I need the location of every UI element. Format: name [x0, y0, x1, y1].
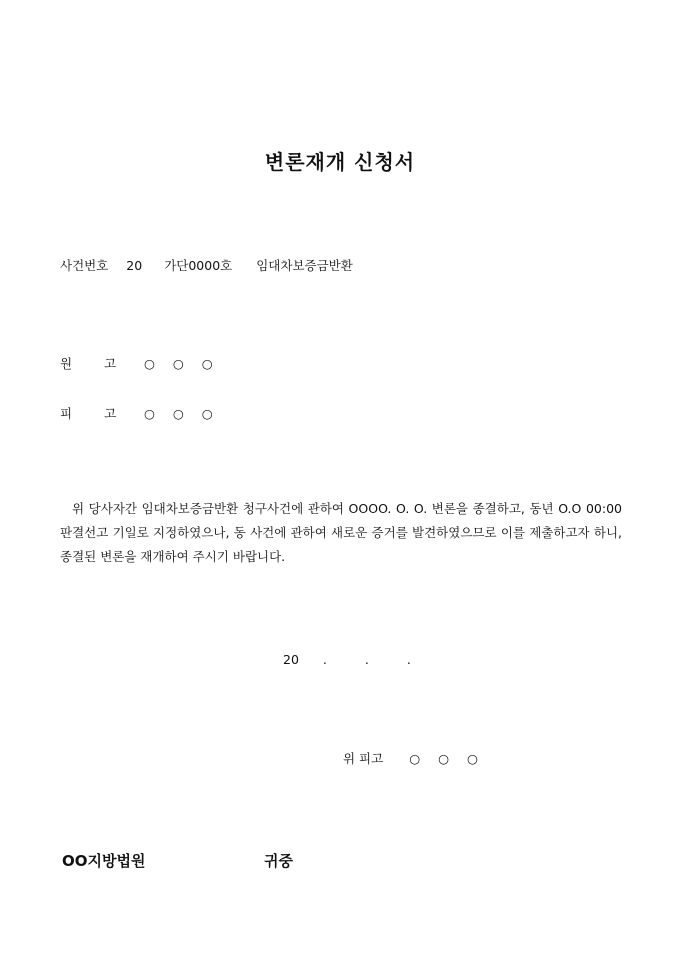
case-info	[60, 256, 353, 274]
case-number-label: 사건번호	[60, 258, 109, 273]
date-day-dot: .	[364, 652, 369, 667]
document-title: 변론재개 신청서	[264, 150, 416, 174]
plaintiff-name: ○ ○ ○	[143, 356, 213, 371]
plaintiff-label	[60, 354, 140, 372]
signer-name: ○ ○ ○	[409, 751, 478, 766]
defendant-label-char-2: 고	[104, 406, 117, 421]
case-name: 임대차보증금반환	[256, 258, 353, 273]
request-body-paragraph: 위 당사자간 임대차보증금반환 청구사건에 관하여 OOOO. O. O. 변론을 종결하고, 동년 O.O 00:00 판결선고 기일로 지정하였으나, 동 사건에 관하여 새로운 증거를 발견하였으므로 이를 제출하고자 하니, 종결된 변론을 재개하여 주시기 바랍니다.	[60, 501, 622, 564]
plaintiff-row	[60, 354, 213, 372]
defendant-label-char-1: 피	[60, 406, 73, 421]
signer-label: 위 피고	[343, 751, 384, 766]
date-line	[283, 652, 411, 667]
case-year: 20	[126, 258, 143, 273]
court-name: OO지방법원	[62, 852, 146, 870]
defendant-label	[60, 404, 140, 422]
defendant-row	[60, 404, 213, 422]
defendant-name: ○ ○ ○	[143, 406, 213, 421]
plaintiff-label-char-1: 원	[60, 356, 73, 371]
plaintiff-label-char-2: 고	[104, 356, 117, 371]
date-end-dot: .	[406, 652, 411, 667]
case-number: 가단0000호	[164, 258, 233, 273]
honorific: 귀중	[264, 852, 293, 870]
signer-line	[343, 749, 478, 767]
date-month-dot: .	[322, 652, 327, 667]
date-year: 20	[283, 652, 299, 667]
